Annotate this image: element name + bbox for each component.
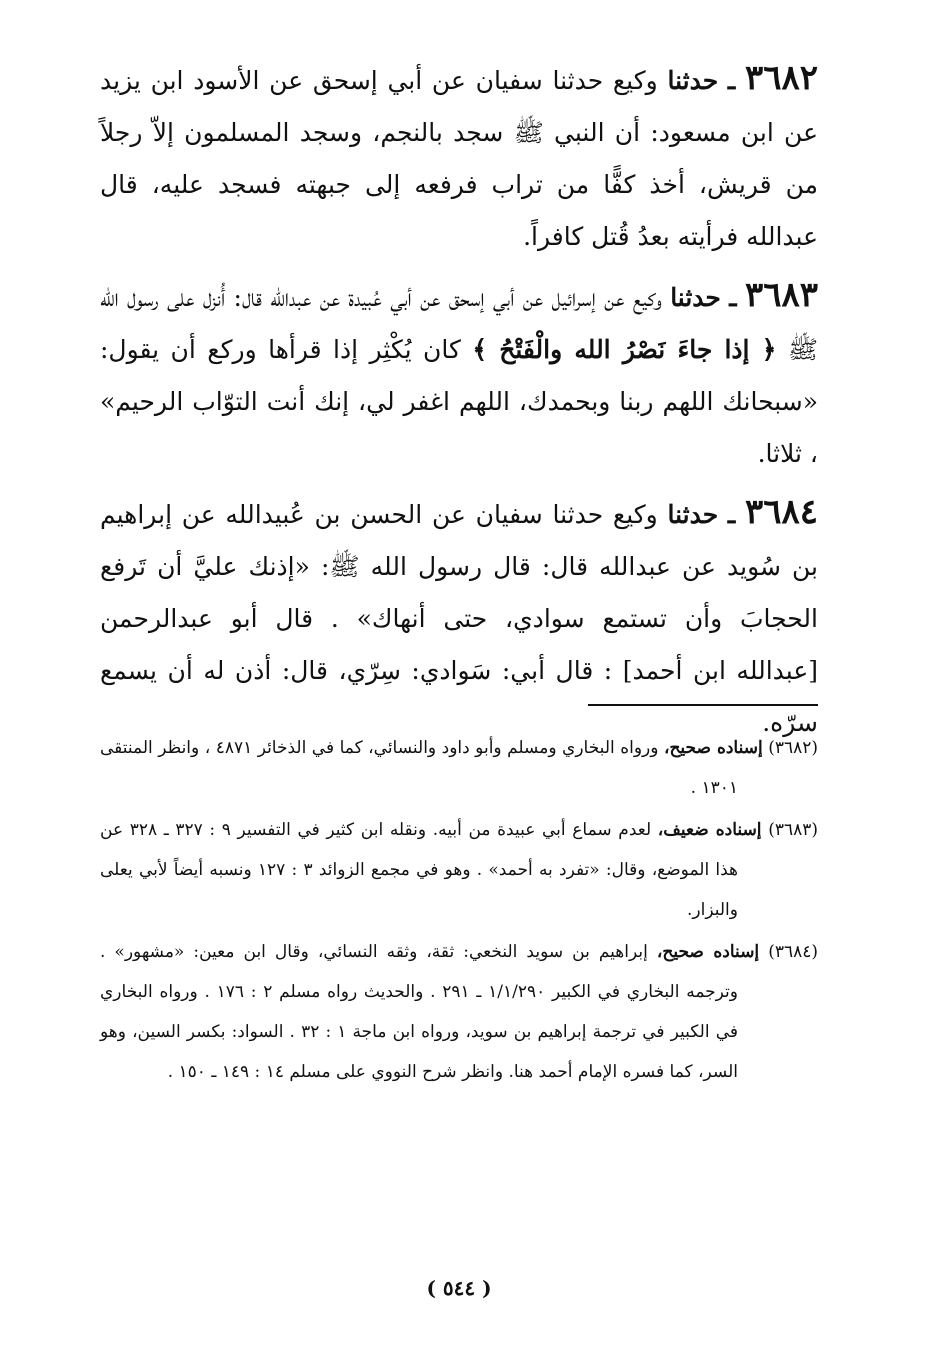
dash: ـ: [727, 66, 736, 95]
footnote-text: لعدم سماع أبي عبيدة من أبيه. ونقله ابن كثير في التفسير ٩ : ٣٢٧ ـ ٣٢٨ عن هذا الموضع، وقال: «تفرد به أحمد» . وهو في مجمع الزوائد ٣ : ١٢٧ ونسبه أيضاً لأبي يعلى والبزار.: [100, 820, 739, 920]
hadith-3684: [100, 486, 818, 749]
page-number: ( ٥٤٤ ): [426, 1276, 492, 1300]
footnotes: [100, 728, 818, 1094]
hadith-number: ٣٦٨٣: [744, 275, 818, 315]
hadith-lead-word: حدثنا: [667, 66, 719, 95]
footnote-grade: إسناده صحيح،: [656, 942, 760, 962]
hadith-text: وكيع حدثنا سفيان عن أبي إسحق عن الأسود ابن يزيد عن ابن مسعود: أن النبي ﷺ سجد بالنجم، وسجد المسلمون إلاّ رجلاً من قريش، أخذ كفًّا من تراب فرفعه إلى جبهته فسجد عليه، قال عبدالله فرأيته بعدُ قُتل كافراً.: [100, 66, 818, 251]
footnote-3684: [100, 932, 818, 1092]
dash: ـ: [729, 283, 737, 312]
book-page: [100, 52, 818, 1312]
quran-quote: ﴿ إذا جاءَ نَصْرُ الله والْفَتْحُ ﴾: [472, 335, 777, 364]
hadith-number: ٣٦٨٢: [744, 58, 818, 98]
footnote-grade: إسناده صحيح،: [663, 738, 763, 758]
footnote-text: إبراهيم بن سويد النخعي: ثقة، وثقه النسائي، وقال ابن معين: «مشهور» . وترجمه البخاري في الكبير ١/١/٢٩٠ ـ ٢٩١ . والحديث رواه مسلم ٢ : ١٧٦ . ورواه البخاري في الكبير في ترجمة إبراهيم بن سويد، ورواه ابن ماجة ١ : ٣٢ . السواد: بكسر السين، وهو السر، كما فسره الإمام أحمد هنا. وانظر شرح النووي على مسلم ١٤ : ١٤٩ ـ ١٥٠ .: [100, 942, 738, 1082]
hadith-text: كان يُكْثِر إذا قرأها وركع أن يقول: «سبحانك اللهم ربنا وبحمدك، اللهم اغفر لي، إنك أنت التوّاب الرحيم» ، ثلاثا.: [100, 335, 818, 468]
footnote-3683: [100, 810, 818, 930]
hadith-3682: [100, 52, 818, 263]
hadith-lead-word: حدثنا: [670, 283, 721, 312]
footnote-grade: إسناده ضعيف،: [657, 820, 762, 840]
dash: ـ: [727, 500, 736, 529]
footnote-divider: [588, 704, 818, 706]
hadith-text: وكيع عن إسرائيل عن أبي إسحق عن أبي عُبيدة عن عبدالله قال: أُنزل على رسول الله ﷺ: [100, 283, 819, 364]
footnote-3682: [100, 728, 818, 808]
footnote-ref: (٣٦٨٤): [768, 942, 819, 962]
hadith-text: وكيع حدثنا سفيان عن الحسن بن عُبيدالله عن إبراهيم بن سُويد عن عبدالله قال: قال رسول الله ﷺ: «إذنك عليَّ أن تَرفع الحجابَ وأن تستمع سوادي، حتى أنهاك» . قال أبو عبدالرحمن [عبدالله ابن أحمد] : قال أبي: سَوادي: سِرّي، قال: أذن له أن يسمع سرّه.: [100, 500, 818, 737]
footnote-text: ورواه البخاري ومسلم وأبو داود والنسائي، كما في الذخائر ٤٨٧١ ، وانظر المنتقى ١٣٠١ .: [100, 738, 738, 798]
hadith-3683: [100, 269, 818, 480]
hadith-number: ٣٦٨٤: [744, 492, 819, 532]
footnote-ref: (٣٦٨٢): [768, 738, 818, 758]
footnote-ref: (٣٦٨٣): [768, 820, 818, 840]
hadith-lead-word: حدثنا: [667, 500, 719, 529]
